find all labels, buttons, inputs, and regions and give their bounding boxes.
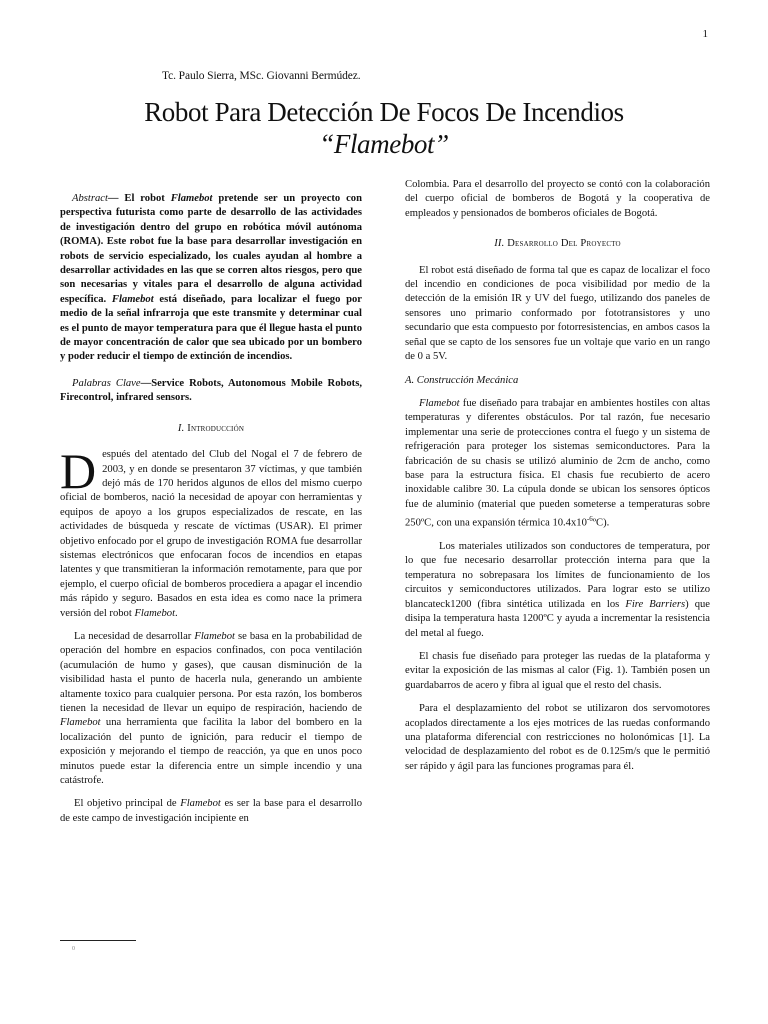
right-paragraph-colombia: Colombia. Para el desarrollo del proyecto se contó con la colaboración del cuerpo oficial de bomberos de Bogotá y la cooperativa de empleados y pensionados de bomberos oficiales de Bogotá. bbox=[405, 179, 710, 219]
page-number: 1 bbox=[702, 28, 708, 40]
abstract: Abstract— El robot Flamebot pretende ser un proyecto con perspectiva futurista como parte de desarrollo de las actividades de investigación dentro del grupo en robótica móvil autónoma (ROMA). Este robot fue la base para desarrollar investigación en robots de servicio especializado, los cuales ayudan al hombre a desarrollar actividades en las que se corren altos riesgos, pero que son necesarias y vitales para el desarrollo de alguna actividad específica. Flamebot está diseñado, para localizar el fuego por medio de la señal infrarroja que este transmite y determinar cual es el punto de mayor temperatura para que él llegue hasta el punto de mayor concentración de calor que sea ubicado por un bombero y poder reducir el tiempo de extinción de incendios. bbox=[60, 193, 362, 363]
keywords: Palabras Clave—Service Robots, Autonomous Mobile Robots, Firecontrol, infrared sensors. bbox=[60, 377, 362, 404]
desarrollo-paragraph-1: El robot está diseñado de forma tal que es capaz de localizar el foco del incendio en condiciones de poca visibilidad por medio de la detección de la emisión IR y UV del fuego, utilizando dos paneles de sensores uno primario conformado por fototransistores y uno secundario que esta compuesto por fotorresistencias, en ambos casos la señal que se capto de los sensores fue un voltaje que vario en un rango de 0 a 5V. bbox=[405, 264, 710, 363]
construccion-paragraph-2: Los materiales utilizados son conductores de temperatura, por lo que fue necesario desarrollar protección interna para que la temperatura no sobrepasara los límites de funcionamiento de los circuitos y semiconductores utilizados. Para lograr esto se utilizo blancateck1200 (fibra sintética utilizada en los Fire Barriers) que disipa la temperatura hasta 1200ºC y ayuda a incrementar la resistencia del metal al fuego. bbox=[405, 541, 710, 639]
construccion-paragraph-3: El chasis fue diseñado para proteger las ruedas de la plataforma y evitar la exposición de las mismas al calor (Fig. 1). También posen un guardabarros de acero y fibra al igual que el resto del chasis. bbox=[405, 650, 710, 691]
subsection-heading-construccion: A. Construcción Mecánica bbox=[405, 375, 519, 387]
title-line-1: Robot Para Detección De Focos De Incendios bbox=[144, 97, 624, 127]
section-heading-introduccion: I. Introducción bbox=[177, 422, 245, 434]
footnote-rule bbox=[60, 940, 136, 941]
abstract-lead: Abstract bbox=[72, 193, 108, 204]
title-line-2: “Flamebot” bbox=[319, 129, 449, 159]
section-heading-desarrollo: II. Desarrollo Del Proyecto bbox=[494, 238, 621, 250]
construccion-paragraph-1: Flamebot fue diseñado para trabajar en ambientes hostiles con altas temperaturas y diferentes obstáculos. Por tal razón, fue necesario implementar una serie de protecciones contra el fuego y un sistema de refrigeración para proteger los sistemas semiconductores. Para la fabricación de su chasis se utilizó aluminio de 2cm de ancho, como base para la estructura física. El chasis fue recubierto de acero inoxidable calibre 30. La cúpula donde se ubican los sensores ópticos fue de aluminio (material que pueden someterse a temperaturas sobre 250ºC, con una expansión térmica $10.4x10^{-6}ºC$). bbox=[405, 397, 710, 529]
right-column bbox=[405, 178, 710, 783]
paper-title bbox=[0, 96, 768, 160]
left-column bbox=[60, 178, 362, 835]
intro-paragraph-1: Después del atentado del Club del Nogal el 7 de febrero de 2003, y en donde se presentaron 37 víctimas, y que también dejó más de 170 heridos algunos de ellos del mismo cuerpo oficial de bomberos, nació la necesidad de apoyar con herramientas y equipos de apoyo a los grupos especializados de rescate, en las actividades de búsqueda y rescate de víctimas (USAR). El primer objetivo enfocado por el grupo de investigación ROMA fue desarrollar sistemas electrónicos que enfocaran focos de incendios en etapas latentes y que transmitieran la información remotamente, para que por ejemplo, el cuerpo oficial de bomberos procediera a apagar el incendio más rápido y seguro. Basados en esta idea es como nace la primera versión del robot Flamebot. bbox=[60, 443, 362, 619]
intro-paragraph-3: El objetivo principal de Flamebot es ser la base para el desarrollo de este campo de investigación incipiente en bbox=[60, 798, 362, 824]
drop-cap: D bbox=[60, 443, 97, 500]
construccion-paragraph-4: Para el desplazamiento del robot se utilizaron dos servomotores acoplados directamente a los ejes motrices de las ruedas conformando una plataforma diferencial con restricciones no holonómicas [1]. La velocidad de desplazamiento del robot es de 0.125m/s que le permitió ser rápido y ágil para las funciones programas para él. bbox=[405, 703, 710, 772]
authors-line: Tc. Paulo Sierra, MSc. Giovanni Bermúdez. bbox=[162, 70, 361, 82]
keywords-lead: Palabras Clave bbox=[72, 377, 141, 389]
intro-paragraph-2: La necesidad de desarrollar Flamebot se basa en la probabilidad de operación del hombre en espacios confinados, con poca ventilación (acumulación de humo y gases), que causan disminución de la visibilidad hasta el punto de hacerla nula, generando un ambiente altamente toxico para cualquier persona. Por esta razón, los bomberos tienen la necesidad de llevar un equipo de respiración, haciendo de Flamebot una herramienta que facilita la labor del bombero en la localización del punto de ignición, para reducir el tiempo de exposición y mejorando el tiempo de reacción, ya que en unos poco minutos puede estar la diferencia entre un simple incendio y una catástrofe. bbox=[60, 630, 362, 787]
footnote-mark: 0 bbox=[72, 946, 75, 952]
